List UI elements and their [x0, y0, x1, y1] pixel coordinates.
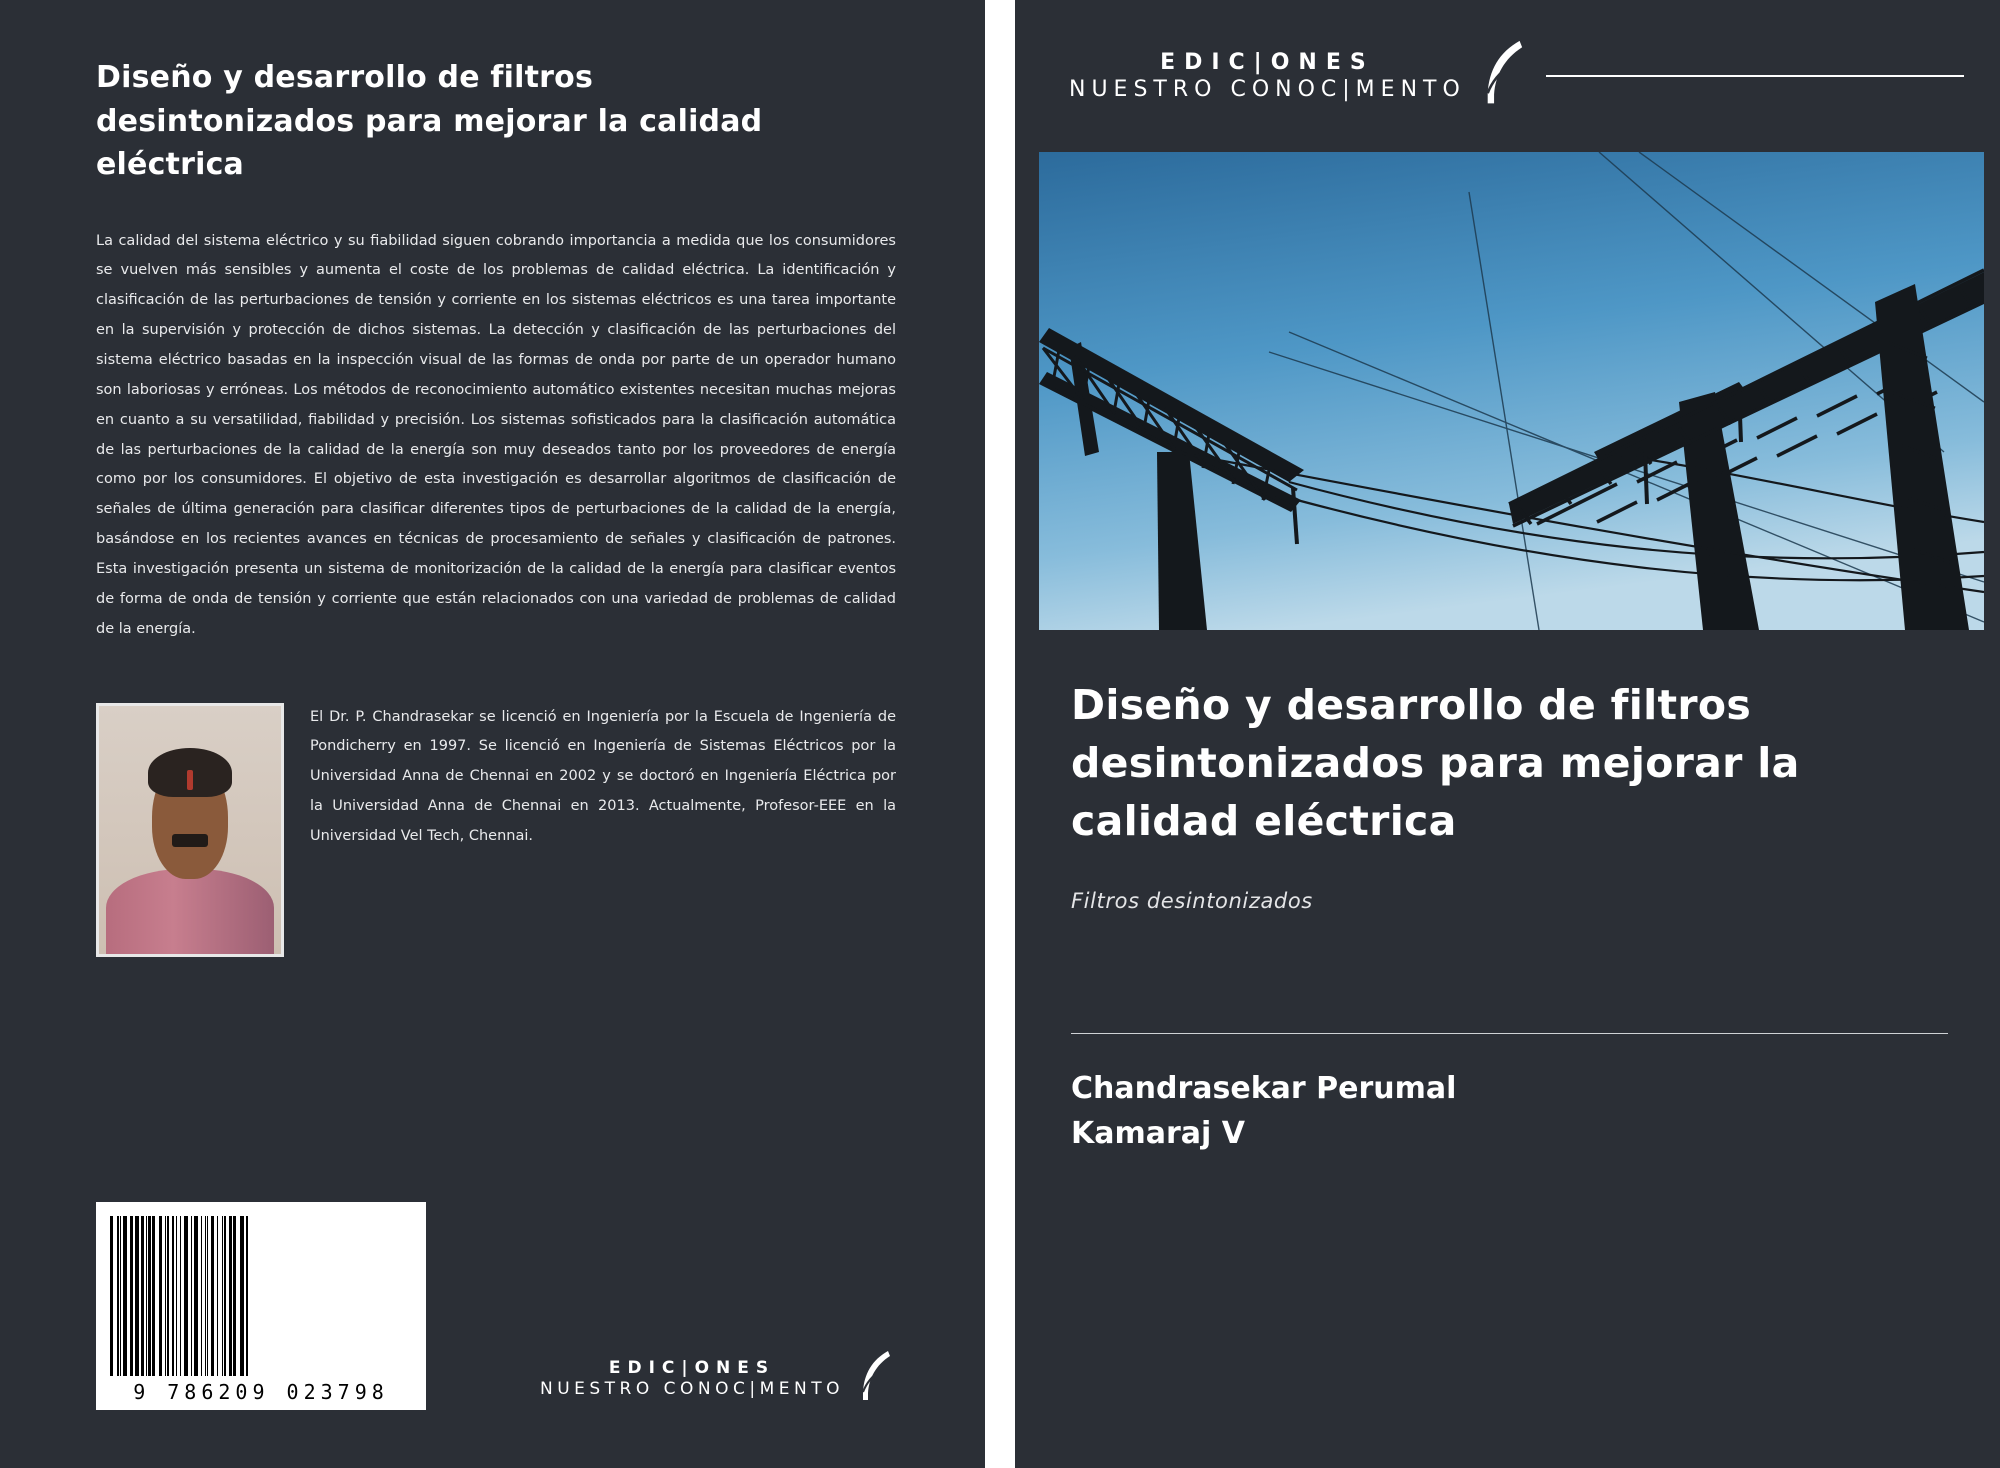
header-rule — [1546, 75, 1964, 77]
author-name-1: Chandrasekar Perumal — [1071, 1070, 1457, 1106]
front-cover — [1015, 0, 2000, 1468]
isbn-barcode — [96, 1202, 426, 1410]
back-cover-title: Diseño y desarrollo de filtros desintonizados para mejorar la calidad eléctrica — [96, 60, 763, 182]
publisher-logo-front — [1069, 37, 1530, 115]
quill-icon — [854, 1348, 896, 1410]
quill-icon-front — [1476, 37, 1530, 115]
front-cover-title: Diseño y desarrollo de filtros desintonizados para mejorar la calidad eléctrica — [1071, 681, 1800, 846]
author-photo — [96, 703, 284, 957]
front-publisher-line2: NUESTRO CONOC|MENTO — [1069, 77, 1466, 102]
isbn-number: 9 786209 023798 — [133, 1380, 389, 1404]
back-cover-abstract: La calidad del sistema eléctrico y su fiabilidad siguen cobrando importancia a medida que los consumidores se vuelven más sensibles y aumenta el coste de los problemas de calidad eléctrica. La identificación y clasificación de las perturbaciones de tensión y corriente en los sistemas eléctricos es una tarea importante en la supervisión y protección de dichos sistemas. La detección y clasificación de las perturbaciones del sistema eléctrico basadas en la inspección visual de las formas de onda por parte de un operador humano son laboriosas y erróneas. Los métodos de reconocimiento automático existentes necesitan muchas mejoras en cuanto a su versatilidad, fiabilidad y precisión. Los sistemas sofisticados para la clasificación automática de las perturbaciones de la calidad de la energía son muy deseados tanto por los proveedores de energía como por los consumidores. El objetivo de esta investigación es desarrollar algoritmos de clasificación de señales de última generación para clasificar diferentes tipos de perturbaciones de la calidad de la energía, basándose en los recientes avances en técnicas de procesamiento de señales y clasificación de patrones. Esta investigación presenta un sistema de monitorización de la calidad de la energía para clasificar eventos de forma de onda de tensión y corriente que están relacionados con una variedad de problemas de calidad de la energía. — [96, 232, 896, 637]
photo-moustache — [172, 834, 208, 846]
front-publisher-line1: EDIC|ONES — [1160, 49, 1375, 75]
barcode-bars — [110, 1216, 412, 1376]
publisher-name-line1: EDIC|ONES — [608, 1357, 776, 1378]
photo-shirt — [106, 869, 273, 953]
front-cover-header — [1015, 0, 2000, 152]
author-block — [96, 703, 896, 957]
publisher-name-line2: NUESTRO CONOC|MENTO — [539, 1379, 844, 1399]
photo-forehead-mark — [187, 770, 192, 790]
author-bio: El Dr. P. Chandrasekar se licenció en Ingeniería por la Escuela de Ingeniería de Pondicherry en 1997. Se licenció en Ingeniería de Sistemas Eléctricos por la Universidad Anna de Chennai en 2002 y se doctoró en Ingeniería Eléctrica por la Universidad Anna de Chennai en 2013. Actualmente, Profesor-EEE en la Universidad Vel Tech, Chennai. — [310, 708, 896, 844]
spine — [985, 0, 1015, 1468]
front-cover-text — [1015, 630, 2000, 913]
barcode-row — [96, 1202, 896, 1410]
publisher-logo-back — [540, 1348, 896, 1410]
cover-photo-transmission-tower — [1039, 152, 1984, 630]
front-cover-subtitle: Filtros desintonizados — [1071, 888, 1313, 913]
front-cover-authors — [1015, 1034, 2000, 1156]
back-cover — [0, 0, 985, 1468]
author-name-2: Kamaraj V — [1071, 1115, 1245, 1151]
